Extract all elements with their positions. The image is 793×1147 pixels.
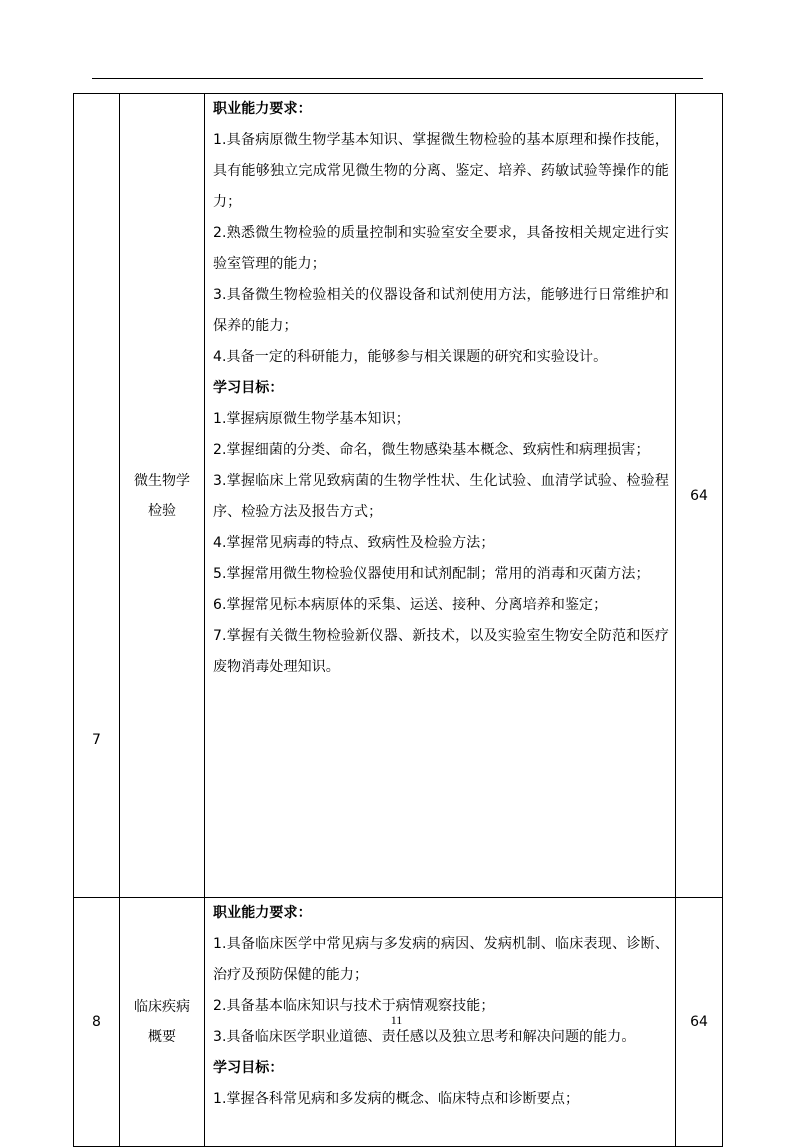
course-name-line: 临床疾病	[134, 999, 190, 1015]
description-line: 5.掌握常用微生物检验仪器使用和试剂配制；常用的消毒和灭菌方法；	[213, 566, 650, 582]
course-name-line: 检验	[148, 502, 176, 519]
description-line: 3.具备微生物检验相关的仪器设备和试剂使用方法，能够进行日常维护和保养的能力；	[213, 287, 669, 334]
header-rule	[92, 78, 703, 79]
course-hours: 64	[676, 898, 723, 1147]
description-line: 1.掌握各科常见病和多发病的概念、临床特点和诊断要点；	[213, 1091, 580, 1107]
row-number: 8	[74, 898, 120, 1147]
section-heading: 学习目标：	[213, 1060, 284, 1076]
course-name	[120, 94, 205, 898]
description-line: 2.具备基本临床知识与技术于病情观察技能；	[213, 998, 495, 1014]
course-name-line: 微生物学	[134, 472, 190, 489]
section-heading: 职业能力要求：	[213, 905, 312, 921]
curriculum-table	[73, 93, 723, 1147]
course-name-line: 概要	[148, 1029, 176, 1045]
description-line: 1.具备病原微生物学基本知识、掌握微生物检验的基本原理和操作技能，具有能够独立完成常见微生物的分离、鉴定、培养、药敏试验等操作的能力；	[213, 132, 669, 210]
description-line: 2.熟悉微生物检验的质量控制和实验室安全要求，具备按相关规定进行实验室管理的能力；	[213, 225, 669, 272]
course-hours: 64	[676, 94, 723, 898]
description-line: 7.掌握有关微生物检验新仪器、新技术，以及实验室生物安全防范和医疗废物消毒处理知识。	[213, 628, 669, 675]
table-row	[74, 94, 723, 898]
course-description	[205, 94, 676, 898]
description-line: 3.掌握临床上常见致病菌的生物学性状、生化试验、血清学试验、检验程序、检验方法及报告方式；	[213, 473, 669, 520]
description-line: 4.具备一定的科研能力，能够参与相关课题的研究和实验设计。	[213, 349, 608, 365]
description-line: 4.掌握常见病毒的特点、致病性及检验方法；	[213, 535, 495, 551]
description-line: 1.具备临床医学中常见病与多发病的病因、发病机制、临床表现、诊断、治疗及预防保健的能力；	[213, 936, 669, 983]
description-line: 2.掌握细菌的分类、命名，微生物感染基本概念、致病性和病理损害；	[213, 442, 650, 458]
description-line: 6.掌握常见标本病原体的采集、运送、接种、分离培养和鉴定；	[213, 597, 608, 613]
description-line: 1.掌握病原微生物学基本知识；	[213, 411, 410, 427]
description-line: 3.具备临床医学职业道德、责任感以及独立思考和解决问题的能力。	[213, 1029, 636, 1045]
row-number: 7	[74, 94, 120, 898]
section-heading: 学习目标：	[213, 380, 284, 396]
page-number: 11	[390, 1013, 403, 1027]
section-heading: 职业能力要求：	[213, 101, 312, 117]
